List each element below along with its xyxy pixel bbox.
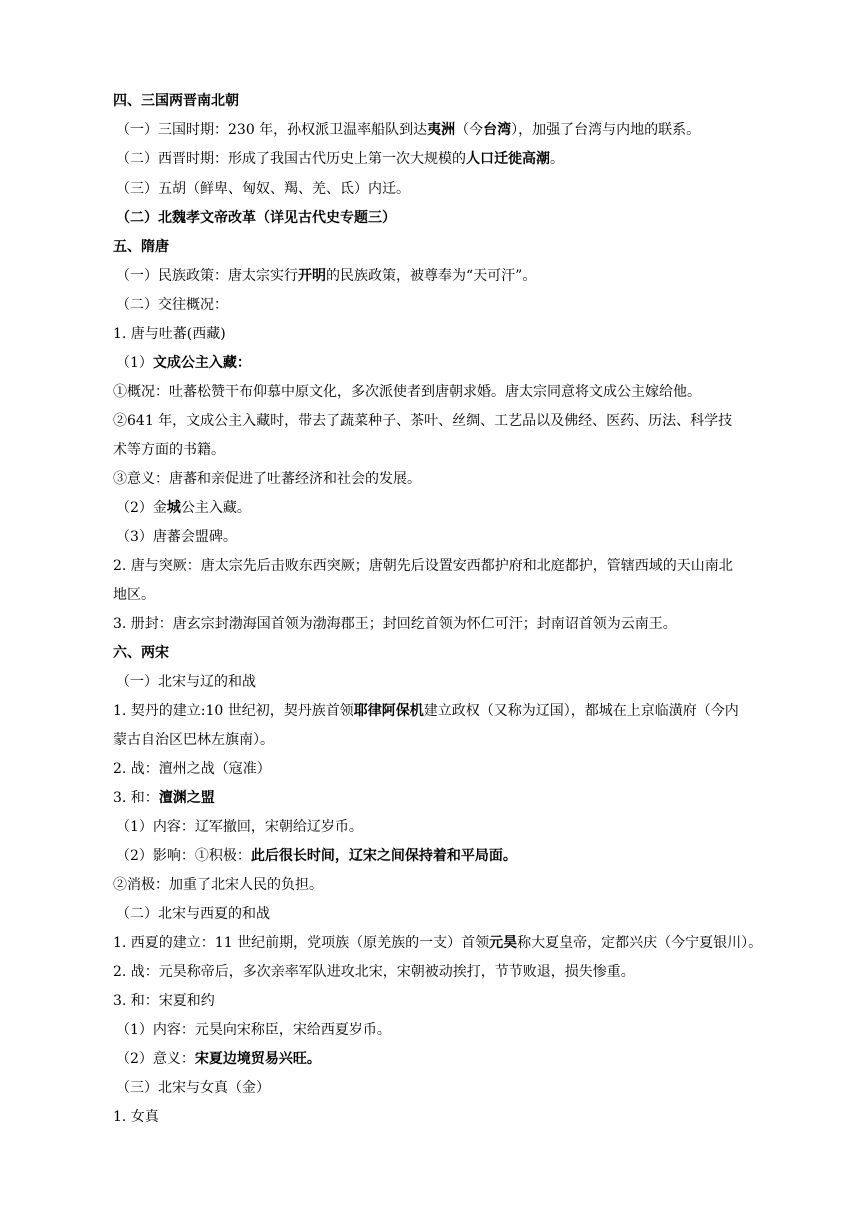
subheading: （二）北魏孝文帝改革（详见古代史专题三） (116, 210, 396, 226)
paragraph: 1. 唐与吐蕃(西藏) (113, 326, 226, 342)
section-heading: 四、三国两晋南北朝 (113, 93, 239, 109)
paragraph: （一）三国时期：230 年，孙权派卫温率船队到达夷洲（今台湾），加强了台湾与内地的联系。 (116, 122, 701, 138)
paragraph: （二）交往概况： (116, 297, 228, 313)
paragraph: （二）西晋时期：形成了我国古代历史上第一次大规模的人口迁徙高潮。 (116, 151, 564, 167)
paragraph: （2）金城公主入藏。 (116, 500, 251, 516)
paragraph: （三）北宋与女真（金） (116, 1080, 270, 1096)
paragraph: 1. 契丹的建立:10 世纪初，契丹族首领耶律阿保机建立政权（又称为辽国），都城在上京临潢府（今内 (113, 703, 739, 719)
paragraph: （3）唐蕃会盟碑。 (116, 529, 237, 545)
paragraph: （二）北宋与西夏的和战 (116, 906, 270, 922)
section-heading: 六、两宋 (113, 645, 169, 661)
paragraph: （一）北宋与辽的和战 (116, 674, 256, 690)
paragraph: 1. 西夏的建立：11 世纪前期，党项族（原羌族的一支）首领元昊称大夏皇帝，定都兴庆（今宁夏银川）。 (113, 935, 763, 951)
paragraph: 2. 战：元昊称帝后，多次亲率军队进攻北宋，宋朝被动挨打，节节败退，损失惨重。 (113, 964, 635, 980)
paragraph: （一）民族政策：唐太宗实行开明的民族政策，被尊奉为“天可汗”。 (116, 268, 537, 284)
paragraph: 3. 和：澶渊之盟 (113, 790, 215, 806)
paragraph: 1. 女真 (113, 1109, 159, 1125)
paragraph: 2. 唐与突厥：唐太宗先后击败东西突厥；唐朝先后设置安西都护府和北庭都护，管辖西域的天山南北 (113, 558, 733, 574)
paragraph: ③意义：唐蕃和亲促进了吐蕃经济和社会的发展。 (113, 471, 421, 487)
paragraph: ①概况：吐蕃松赞干布仰慕中原文化，多次派使者到唐朝求婚。唐太宗同意将文成公主嫁给他。 (113, 384, 701, 400)
paragraph: 3. 和：宋夏和约 (113, 993, 215, 1009)
paragraph: （三）五胡（鲜卑、匈奴、羯、羌、氐）内迁。 (116, 181, 410, 197)
section-heading: 五、隋唐 (113, 239, 169, 255)
paragraph: 地区。 (113, 587, 155, 603)
paragraph: 术等方面的书籍。 (113, 442, 225, 458)
paragraph: ②消极：加重了北宋人民的负担。 (113, 877, 323, 893)
paragraph: （2）影响：①积极：此后很长时间，辽宋之间保持着和平局面。 (116, 848, 517, 864)
paragraph: （1）内容：元昊向宋称臣，宋给西夏岁币。 (116, 1022, 391, 1038)
paragraph: 2. 战：澶州之战（寇准） (113, 761, 271, 777)
paragraph: （2）意义：宋夏边境贸易兴旺。 (116, 1051, 321, 1067)
paragraph: 蒙古自治区巴林左旗南）。 (113, 732, 274, 748)
paragraph: ②641 年，文成公主入藏时，带去了蔬菜种子、茶叶、丝绸、工艺品以及佛经、医药、历法、科学技 (113, 413, 733, 429)
paragraph: （1）内容：辽军撤回，宋朝给辽岁币。 (116, 819, 363, 835)
paragraph: （1）文成公主入藏： (116, 355, 251, 371)
paragraph: 3. 册封：唐玄宗封渤海国首领为渤海郡王；封回纥首领为怀仁可汗；封南诏首领为云南王。 (113, 616, 677, 632)
